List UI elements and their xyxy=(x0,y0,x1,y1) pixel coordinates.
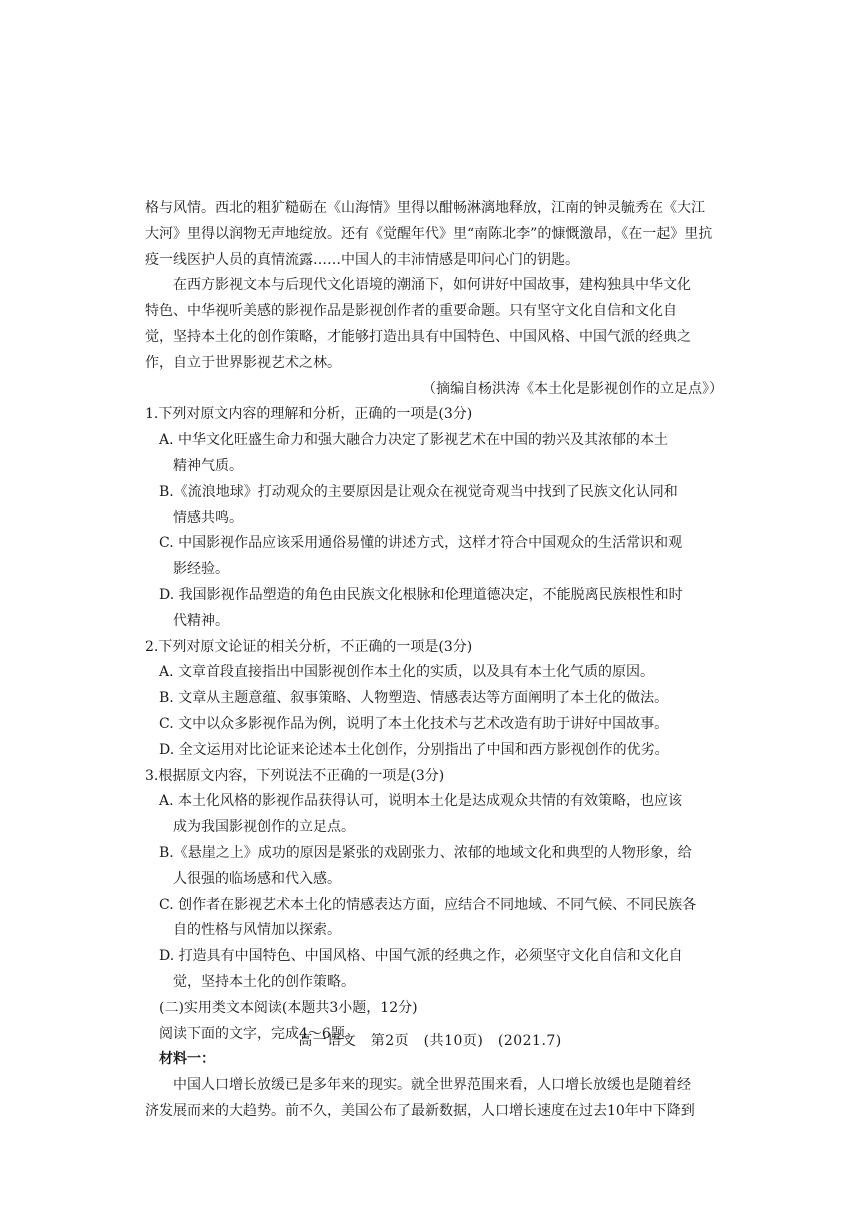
section-heading: (二)实用类文本阅读(本题共3小题，12分) xyxy=(159,999,418,1016)
option-a: A. 中华文化旺盛生命力和强大融合力决定了影视艺术在中国的勃兴及其浓郁的本土 xyxy=(159,432,669,449)
option-c: C. 创作者在影视艺术本土化的情感表达方面，应结合不同地域、不同气候、不同民族各 xyxy=(159,896,697,913)
passage-line: 格与风情。西北的粗犷糙砺在《山海情》里得以酣畅淋漓地释放，江南的钟灵毓秀在《大江 xyxy=(145,200,705,216)
material-line: 济发展而来的大趋势。前不久，美国公布了最新数据，人口增长速度在过去10年中下降到 xyxy=(145,1102,695,1119)
option-b-cont: 人很强的临场感和代入感。 xyxy=(173,870,341,887)
option-d: D. 全文运用对比论证来论述本土化创作，分别指出了中国和西方影视创作的优劣。 xyxy=(159,741,669,758)
option-d: D. 我国影视作品塑造的角色由民族文化根脉和伦理道德决定，不能脱离民族根性和时 xyxy=(159,586,683,603)
material-label: 材料一： xyxy=(159,1051,215,1068)
option-c-cont: 自的性格与风情加以探索。 xyxy=(173,922,341,939)
option-b: B.《悬崖之上》成功的原因是紧张的戏剧张力、浓郁的地域文化和典型的人物形象，给 xyxy=(159,844,692,861)
passage-line: 特色、中华视听美感的影视作品是影视创作者的重要命题。只有坚守文化自信和文化自 xyxy=(145,303,677,320)
question-stem: 3.根据原文内容，下列说法不正确的一项是(3分) xyxy=(145,767,445,784)
passage-source: （摘编自杨洪涛《本土化是影视创作的立足点》） xyxy=(422,380,723,397)
passage-line: 作，自立于世界影视艺术之林。 xyxy=(145,354,341,371)
material-line: 中国人口增长放缓已是多年来的现实。就全世界范围来看，人口增长放缓也是随着经 xyxy=(173,1077,691,1094)
passage-line: 在西方影视文本与后现代文化语境的潮涌下，如何讲好中国故事，建构独具中华文化 xyxy=(173,277,691,294)
option-a-cont: 成为我国影视创作的立足点。 xyxy=(173,819,355,836)
option-c: C. 文中以众多影视作品为例，说明了本土化技术与艺术改造有助于讲好中国故事。 xyxy=(159,715,669,732)
question-stem: 1.下列对原文内容的理解和分析，正确的一项是(3分) xyxy=(145,406,473,423)
option-b: B.《流浪地球》打动观众的主要原因是让观众在视觉奇观当中找到了民族文化认同和 xyxy=(159,483,678,500)
question-stem: 2.下列对原文论证的相关分析，不正确的一项是(3分) xyxy=(145,638,473,655)
passage-line: 疫一线医护人员的真情流露……中国人的丰沛情感是叩问心门的钥匙。 xyxy=(145,251,579,268)
option-d-cont: 代精神。 xyxy=(173,612,229,629)
option-a: A. 本土化风格的影视作品获得认可，说明本土化是达成观众共情的有效策略，也应该 xyxy=(159,793,683,810)
option-c: C. 中国影视作品应该采用通俗易懂的讲述方式，这样才符合中国观众的生活常识和观 xyxy=(159,535,683,552)
option-a: A. 文章首段直接指出中国影视创作本土化的实质，以及具有本土化气质的原因。 xyxy=(159,664,655,681)
option-b: B. 文章从主题意蕴、叙事策略、人物塑造、情感表达等方面阐明了本土化的做法。 xyxy=(159,690,669,707)
passage-line: 大河》里得以润物无声地绽放。还有《觉醒年代》里“南陈北李”的慷慨激昂，《在一起》里抗 xyxy=(145,225,713,242)
passage-line: 觉，坚持本土化的创作策略，才能够打造出具有中国特色、中国风格、中国气派的经典之 xyxy=(145,328,691,345)
page-footer: 高一语文 第2页 (共10页) (2021.7) xyxy=(298,1033,562,1049)
option-c-cont: 影经验。 xyxy=(173,561,229,578)
option-a-cont: 精神气质。 xyxy=(173,457,243,474)
page-content xyxy=(145,196,727,1125)
option-b-cont: 情感共鸣。 xyxy=(173,509,243,526)
option-d: D. 打造具有中国特色、中国风格、中国气派的经典之作，必须坚守文化自信和文化自 xyxy=(159,948,683,965)
option-d-cont: 觉，坚持本土化的创作策略。 xyxy=(173,973,355,990)
section-instruction: 阅读下面的文字，完成4～6题。 xyxy=(159,1025,359,1042)
